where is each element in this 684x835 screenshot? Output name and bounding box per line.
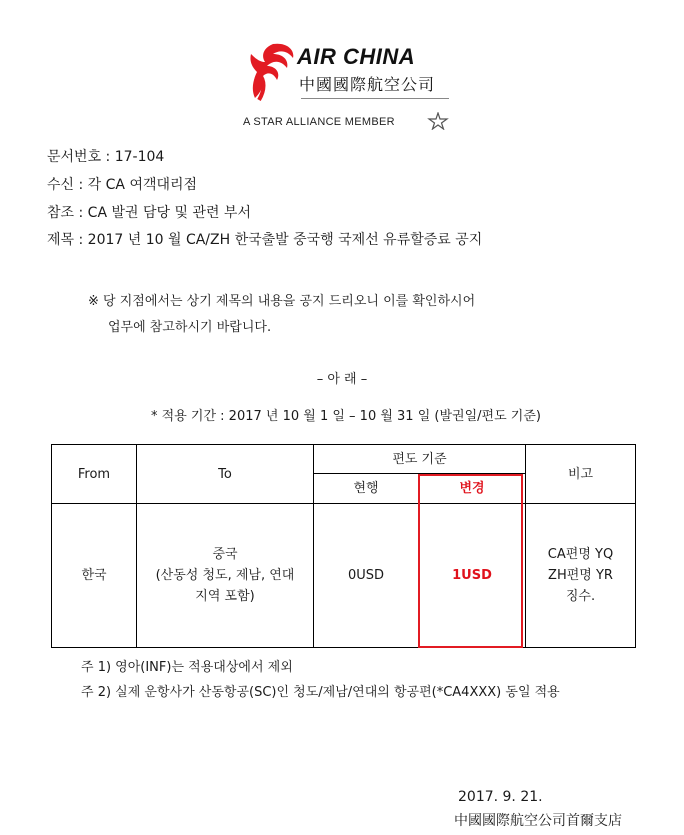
reference: 참조 : CA 발권 담당 및 관련 부서 [47, 205, 251, 221]
cell-to-line-1: 중국 [212, 547, 238, 562]
issue-date: 2017. 9. 21. [458, 789, 543, 805]
cell-remarks [526, 504, 636, 648]
note-1: 주 1) 영아(INF)는 적용대상에서 제외 [81, 660, 293, 675]
cell-remarks-line-2: ZH편명 YR [548, 568, 613, 583]
recipient: 수신 : 각 CA 여객대리점 [47, 177, 198, 193]
cell-from: 한국 [52, 504, 137, 648]
brand-name-cn: 中國國際航空公司 [299, 75, 436, 94]
header-one-way-basis: 편도 기준 [314, 445, 526, 474]
header-from: From [52, 445, 137, 504]
cell-changed: 1USD [419, 504, 526, 648]
document-number: 문서번호 : 17-104 [47, 149, 165, 165]
header-remarks: 비고 [526, 445, 636, 504]
logo-divider [301, 98, 449, 99]
cell-remarks-line-1: CA편명 YQ [547, 547, 614, 562]
header-changed: 변경 [419, 474, 526, 504]
phoenix-logo-icon [243, 40, 299, 102]
cell-to [137, 504, 314, 648]
application-period: * 적용 기간 : 2017 년 10 월 1 일 – 10 월 31 일 (발권일/편도 기준) [151, 409, 541, 424]
section-title: – 아 래 – [316, 372, 368, 387]
surcharge-table [51, 444, 636, 648]
header-to: To [137, 445, 314, 504]
brand-name-en: AIR CHINA [297, 44, 416, 69]
header-current: 현행 [314, 474, 419, 504]
table-row [52, 504, 636, 648]
note-2: 주 2) 실제 운항사가 산동항공(SC)인 청도/제남/연대의 항공편(*CA4XXX) 동일 적용 [81, 685, 560, 700]
notice-line-2: 업무에 참고하시기 바랍니다. [108, 320, 272, 335]
cell-to-line-3: 지역 포함) [195, 589, 255, 604]
alliance-tagline: A STAR ALLIANCE MEMBER [243, 116, 395, 128]
air-china-logo [243, 40, 453, 135]
star-alliance-icon [427, 112, 449, 130]
cell-remarks-line-3: 징수. [565, 589, 596, 604]
subject: 제목 : 2017 년 10 월 CA/ZH 한국출발 중국행 국제선 유류할증료 공지 [47, 232, 483, 248]
issuer: 中國國際航空公司首爾支店 [454, 813, 622, 829]
notice-line-1: ※ 당 지점에서는 상기 제목의 내용을 공지 드리오니 이를 확인하시어 [88, 294, 476, 309]
cell-to-line-2: (산동성 청도, 제남, 연대 [155, 568, 295, 583]
cell-current: 0USD [314, 504, 419, 648]
